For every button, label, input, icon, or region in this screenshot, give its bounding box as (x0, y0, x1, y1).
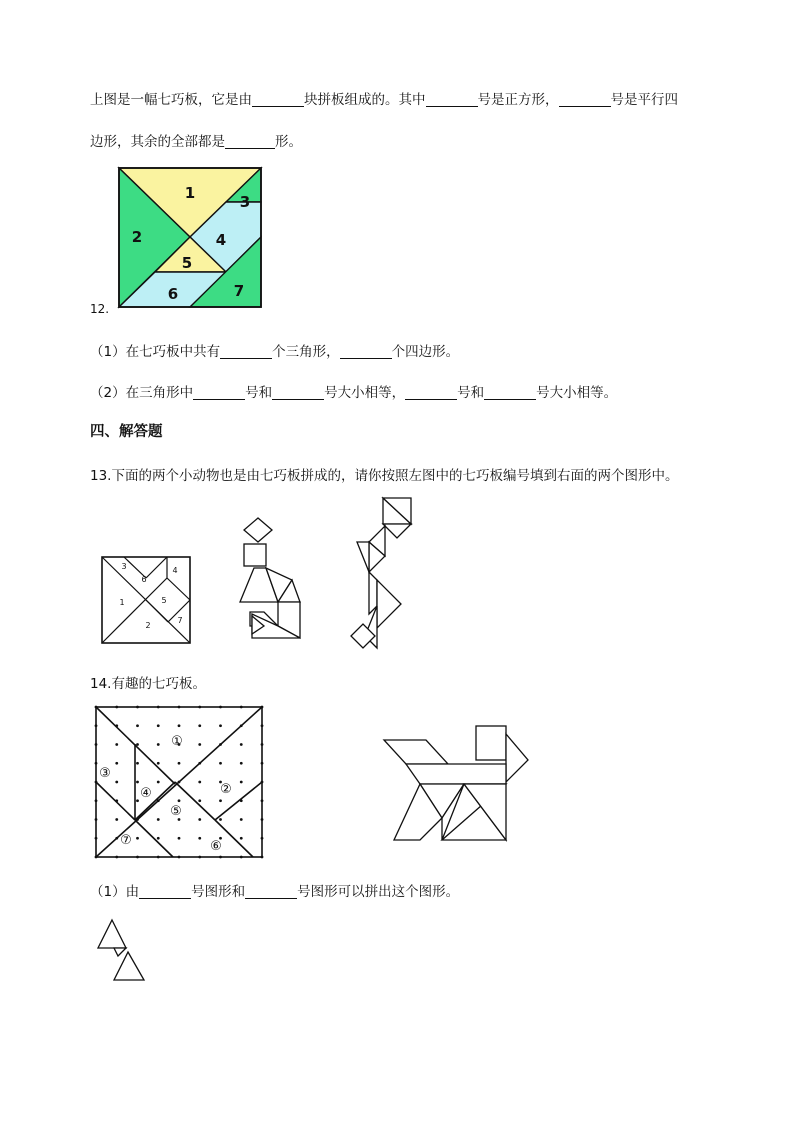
grid-dot (115, 762, 118, 765)
q12-sub1-a: （1）在七巧板中共有 (90, 344, 221, 360)
grid-dot (240, 781, 243, 784)
q12-sub2 (90, 381, 617, 401)
grid-dot (178, 762, 181, 765)
grid-label-3: ③ (99, 766, 111, 781)
grid-dot (240, 818, 243, 821)
answer-blank-eq1a[interactable] (193, 385, 245, 400)
answer-blank-eq2b[interactable] (484, 385, 536, 400)
grid-dot (240, 837, 243, 840)
grid-dot (157, 781, 160, 784)
answer-blank-shape-a[interactable] (139, 884, 191, 899)
grid-dot (198, 818, 201, 821)
answer-blank-parallelogram[interactable] (559, 92, 611, 107)
tangram-animal-2 (347, 496, 417, 652)
grid-dot (157, 724, 160, 727)
grid-dot (136, 762, 139, 765)
q12-sub2-b: 号和 (245, 385, 273, 401)
tangram-animal-1 (234, 516, 304, 642)
tangram-label-1: 1 (184, 184, 196, 202)
grid-dot (136, 837, 139, 840)
square-label-1: 1 (119, 598, 125, 607)
grid-dot (198, 781, 201, 784)
grid-dot (240, 762, 243, 765)
q14-sub1-c: 号图形可以拼出这个图形。 (297, 884, 460, 900)
tangram-label-5: 5 (181, 254, 193, 272)
grid-dot (157, 818, 160, 821)
grid-dot (219, 818, 222, 821)
q12-sub1-c: 个四边形。 (391, 344, 460, 360)
q11-text-f: 形。 (275, 134, 302, 150)
grid-dot (178, 724, 181, 727)
square-label-5: 5 (161, 596, 167, 605)
answer-blank-shape-b[interactable] (245, 884, 297, 899)
grid-dot (178, 837, 181, 840)
grid-dot (157, 743, 160, 746)
tangram-label-4: 4 (215, 231, 227, 249)
grid-label-4: ④ (140, 786, 152, 801)
answer-blank-square[interactable] (426, 92, 478, 107)
q11-text-b: 块拼板组成的。其中 (304, 92, 426, 108)
grid-dot (136, 781, 139, 784)
square-label-2: 2 (145, 621, 151, 630)
square-label-7: 7 (177, 616, 183, 625)
answer-blank-shape[interactable] (225, 134, 275, 149)
grid-label-6: ⑥ (210, 839, 222, 854)
grid-dot (198, 799, 201, 802)
grid-dot (219, 762, 222, 765)
q14-sub1-b: 号图形和 (191, 884, 246, 900)
q14-sub1-a: （1）由 (90, 884, 140, 900)
grid-label-1: ① (171, 734, 183, 749)
answer-blank-piece-count[interactable] (252, 92, 304, 107)
grid-dot (115, 781, 118, 784)
square-label-4: 4 (172, 566, 178, 575)
q12-sub2-a: （2）在三角形中 (90, 385, 194, 401)
grid-dot (198, 743, 201, 746)
grid-dot (198, 724, 201, 727)
grid-dot (136, 799, 139, 802)
section-title: 四、解答题 (90, 424, 163, 440)
q12-sub2-d: 号和 (457, 385, 485, 401)
answer-blank-eq2a[interactable] (405, 385, 457, 400)
two-triangles-figure (96, 918, 148, 982)
q12-number: 12. (90, 302, 110, 316)
tangram-cat-figure (380, 722, 530, 844)
numbered-tangram-square (100, 555, 192, 645)
grid-dot (240, 743, 243, 746)
grid-dot (115, 818, 118, 821)
grid-label-7: ⑦ (120, 833, 132, 848)
colored-tangram-figure (117, 166, 263, 309)
square-label-3: 3 (121, 562, 127, 571)
dot-grid-tangram (93, 704, 265, 860)
q14-sub1 (90, 880, 459, 900)
q13-text: 13.下面的两个小动物也是由七巧板拼成的，请你按照左图中的七巧板编号填到右面的两个图形中。 (90, 468, 679, 484)
grid-dot (178, 799, 181, 802)
grid-dot (115, 743, 118, 746)
q11-line-2 (90, 130, 302, 150)
q12-sub1-b: 个三角形， (272, 344, 340, 360)
tangram-label-7: 7 (233, 282, 245, 300)
tangram-label-6: 6 (167, 285, 179, 303)
q12-sub2-e: 号大小相等。 (536, 385, 618, 401)
q14-text: 14.有趣的七巧板。 (90, 676, 206, 692)
grid-dot (219, 724, 222, 727)
grid-label-5: ⑤ (170, 804, 182, 819)
grid-dot (136, 724, 139, 727)
answer-blank-quad-count[interactable] (340, 344, 392, 359)
grid-dot (219, 799, 222, 802)
q11-text-c: 号是正方形， (477, 92, 559, 108)
square-label-6: 6 (141, 575, 147, 584)
q12-sub1 (90, 340, 459, 360)
grid-label-2: ② (220, 782, 232, 797)
q11-line-1 (90, 88, 678, 108)
answer-blank-triangle-count[interactable] (220, 344, 272, 359)
tangram-label-2: 2 (131, 228, 143, 246)
q11-text-a: 上图是一幅七巧板，它是由 (90, 92, 252, 108)
grid-dot (198, 837, 201, 840)
q11-text-e: 边形，其余的全部都是 (90, 134, 225, 150)
q11-text-d: 号是平行四 (610, 92, 678, 108)
answer-blank-eq1b[interactable] (272, 385, 324, 400)
tangram-label-3: 3 (239, 193, 251, 211)
grid-dot (157, 762, 160, 765)
grid-dot (157, 837, 160, 840)
q12-sub2-c: 号大小相等， (324, 385, 406, 401)
